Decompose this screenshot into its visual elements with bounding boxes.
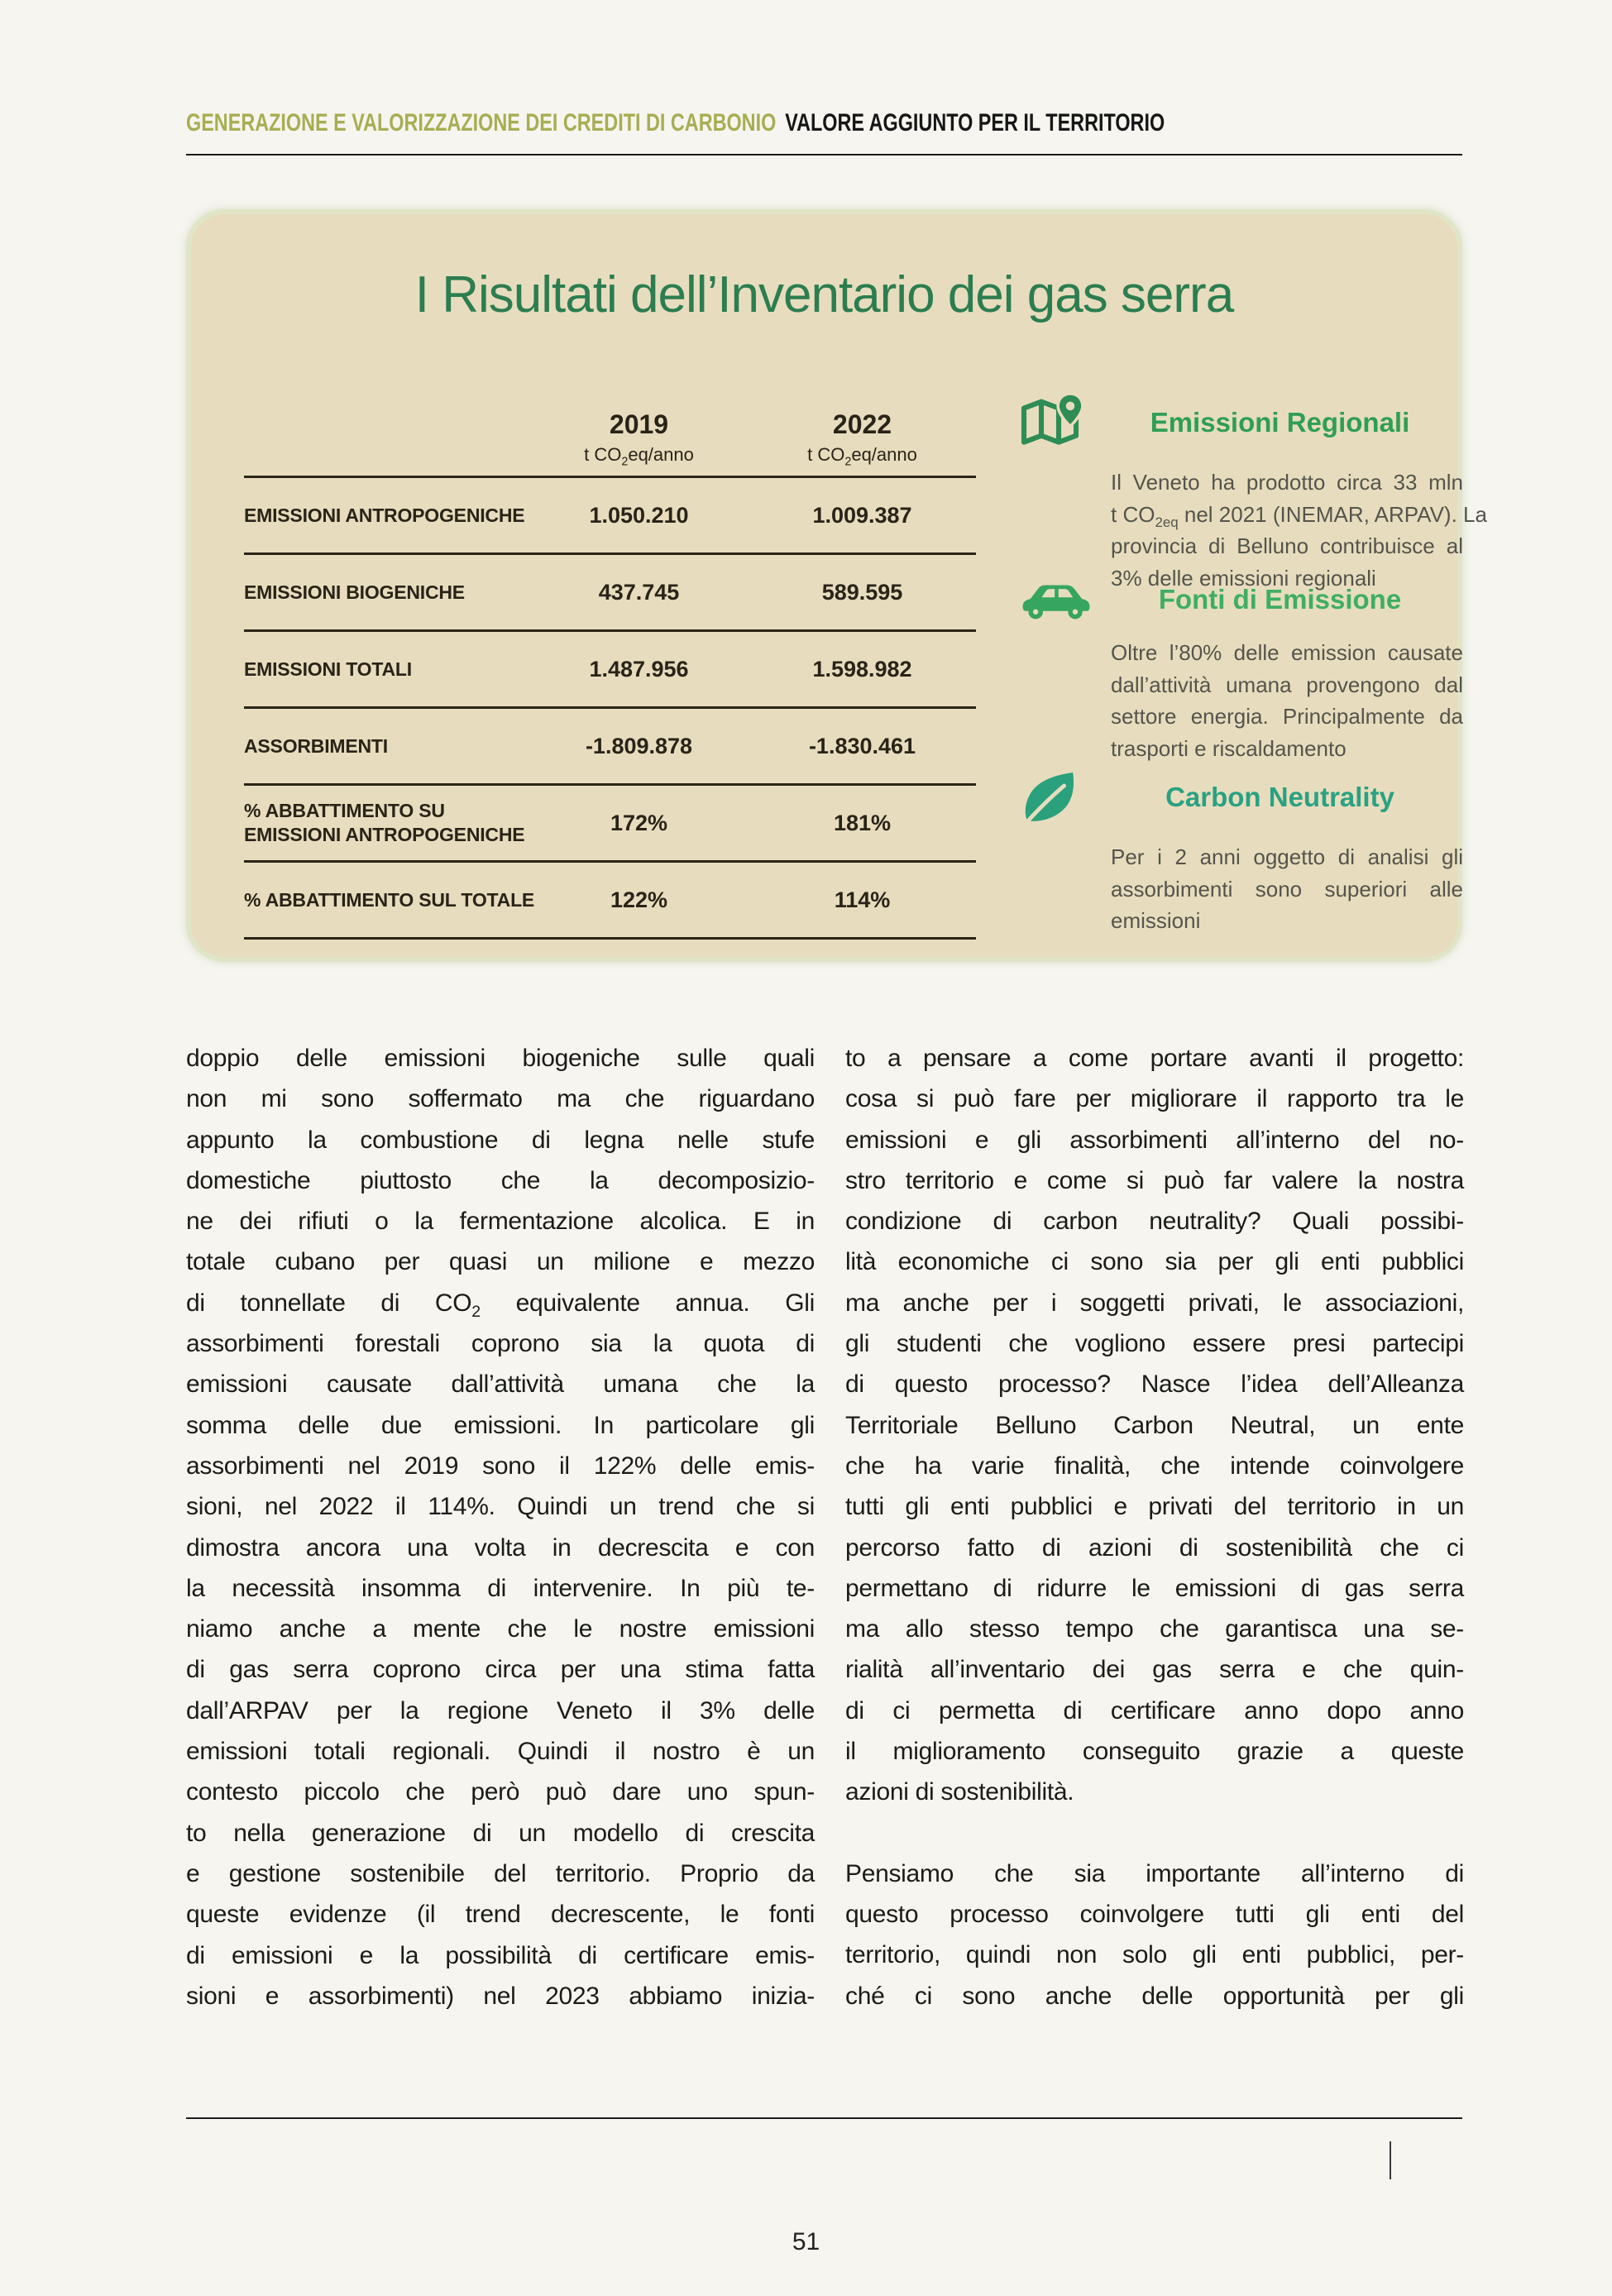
page-number: 51 xyxy=(792,2228,820,2255)
article-text-line: dimostra ancora una volta in decrescita e con xyxy=(186,1533,815,1562)
article-text-line: contesto piccolo che però può dare uno spun- xyxy=(186,1778,815,1806)
article-text-line: e gestione sostenibile del territorio. Proprio da xyxy=(186,1859,815,1887)
article-text-line: di ci permetta di certificare anno dopo anno xyxy=(845,1696,1464,1724)
panel-text xyxy=(1111,841,1463,937)
table-body xyxy=(244,478,976,940)
panel-text-line: emissioni xyxy=(1111,908,1201,933)
panel-title: Carbon Neutrality xyxy=(1165,782,1394,812)
article-text-line: stro territorio e come si può far valere la nostra xyxy=(845,1166,1464,1194)
article-text-line: questo processo coinvolgere tutti gli enti del xyxy=(845,1900,1464,1928)
article-text-line: che ha varie finalità, che intende coinvolgere xyxy=(845,1452,1464,1480)
footer-divider xyxy=(186,2117,1462,2119)
panel-text-line: Oltre l’80% delle emission causate xyxy=(1111,640,1463,665)
article-text-line: gli studenti che vogliono essere presi partecipi xyxy=(845,1330,1464,1358)
article-text-line: queste evidenze (il trend decrescente, le fonti xyxy=(186,1901,815,1929)
article-text-line: tutti gli enti pubblici e privati del territorio in un xyxy=(845,1493,1464,1521)
article-text-line: di gas serra coprono circa per una stima fatta xyxy=(186,1656,815,1684)
row-label: % ABBATTIMENTO SUL TOTALE xyxy=(244,888,535,911)
panel-text-line: 3% delle emissioni regionali xyxy=(1111,565,1376,591)
article-paragraph-2 xyxy=(845,1854,1464,2016)
article-text-line: assorbimenti forestali coprono sia la quota di xyxy=(186,1330,815,1358)
column-year-label: 2019 xyxy=(609,409,669,439)
table-column-2019 xyxy=(529,403,749,469)
panel-text-line: assorbimenti sono superiori alle xyxy=(1111,876,1463,902)
table-row xyxy=(244,709,976,786)
article-text-line: non mi sono soffermato ma che riguardano xyxy=(186,1085,815,1113)
value-2019: 1.050.210 xyxy=(589,502,689,528)
value-2019: 1.487.956 xyxy=(589,656,689,682)
running-head-kicker-black: VALORE AGGIUNTO PER IL TERRITORIO xyxy=(785,109,1165,136)
value-2019: -1.809.878 xyxy=(585,733,693,758)
panel-header xyxy=(1018,767,1463,828)
article-text-line: la necessità insomma di intervenire. In più te- xyxy=(186,1574,815,1602)
table-row xyxy=(244,632,976,709)
value-2019: 437.745 xyxy=(598,579,680,605)
row-label: EMISSIONI TOTALI xyxy=(244,658,412,680)
article-text-line: ma anche per i soggetti privati, le associazioni, xyxy=(845,1289,1464,1317)
article-text-line: rialità all’inventario dei gas serra e che quin- xyxy=(845,1656,1464,1684)
panel-text-line: Per i 2 anni oggetto di analisi gli xyxy=(1111,844,1463,869)
article-text-line: Pensiamo che sia importante all’interno di xyxy=(845,1859,1464,1887)
article-text-line: assorbimenti nel 2019 sono il 122% delle emis- xyxy=(186,1452,815,1480)
ghg-results-table xyxy=(244,403,976,940)
article-text-line: dall’ARPAV per la regione Veneto il 3% delle xyxy=(186,1696,815,1724)
row-label: EMISSIONI BIOGENICHE xyxy=(244,581,465,603)
article-text-line: somma delle due emissioni. In particolare gli xyxy=(186,1411,815,1439)
article-text-line: ne dei rifiuti o la fermentazione alcolica. E in xyxy=(186,1208,815,1236)
article-text-line: totale cubano per quasi un milione e mezzo xyxy=(186,1248,815,1276)
article-text-line: Territoriale Belluno Carbon Neutral, un ente xyxy=(845,1411,1464,1439)
article-text-line: cosa si può fare per migliorare il rapporto tra le xyxy=(845,1085,1464,1113)
running-head xyxy=(186,109,1165,137)
table-row xyxy=(244,478,976,555)
car-icon xyxy=(1018,576,1097,624)
article-text-line: condizione di carbon neutrality? Quali possibi- xyxy=(845,1208,1464,1236)
value-2022: 114% xyxy=(834,887,891,912)
running-head-kicker-green: GENERAZIONE E VALORIZZAZIONE DEI CREDITI DI CARBONIO xyxy=(186,109,777,136)
column-year-label: 2022 xyxy=(832,409,892,439)
column-unit-label: t $CO_2eq$/anno xyxy=(584,444,694,469)
article-text-line: domestiche piuttosto che la decomposizio- xyxy=(186,1166,815,1194)
article-text-line: niamo anche a mente che le nostre emissioni xyxy=(186,1615,815,1643)
header-divider xyxy=(186,154,1462,155)
panel-text-line: Il Veneto ha prodotto circa 33 mln xyxy=(1111,470,1463,495)
map-icon xyxy=(1018,392,1097,453)
row-label: EMISSIONI ANTROPOGENICHE xyxy=(244,504,525,526)
article-text-line: emissioni causate dall’attività umana che la xyxy=(186,1370,815,1399)
article-text-line: sioni, nel 2022 il 114%. Quindi un trend che si xyxy=(186,1493,815,1521)
infographic-title: I Risultati dell’Inventario dei gas serra xyxy=(414,266,1234,323)
article-text-line: di emissioni e la possibilità di certificare emis- xyxy=(186,1941,815,1969)
panel-fonti-di-emissione xyxy=(1018,576,1463,764)
value-2022: -1.830.461 xyxy=(808,733,916,758)
article-text-line: appunto la combustione di legna nelle stufe xyxy=(186,1126,815,1154)
article-text-line: to nella generazione di un modello di crescita xyxy=(186,1819,815,1847)
infographic-card xyxy=(186,209,1487,962)
table-column-2022 xyxy=(749,403,976,469)
table-row xyxy=(244,786,976,863)
panel-text-line: t $CO_{2eq}$ nel 2021 (INEMAR, ARPAV). La xyxy=(1111,501,1487,530)
panel-text xyxy=(1111,466,1487,594)
footer-tick-mark xyxy=(1390,2141,1391,2179)
article-text-line: permettano di ridurre le emissioni di gas serra xyxy=(845,1574,1464,1602)
value-2019: 172% xyxy=(610,810,668,835)
article-column-left xyxy=(186,1038,815,2016)
panel-text-line: dall’attività umana provengono dal xyxy=(1111,672,1463,697)
article-text-line: azioni di sostenibilità. xyxy=(845,1778,1074,1806)
table-header-row xyxy=(244,403,976,478)
article-text-line: ma allo stesso tempo che garantisca una se- xyxy=(845,1615,1464,1643)
panel-header xyxy=(1018,392,1463,453)
article-text-line: doppio delle emissioni biogeniche sulle quali xyxy=(186,1045,815,1072)
row-label: % ABBATTIMENTO SU EMISSIONI ANTROPOGENICHE xyxy=(244,800,525,845)
value-2022: 181% xyxy=(833,810,892,835)
article-text-line: di questo processo? Nasce l’idea dell’Alleanza xyxy=(845,1370,1464,1399)
article-column-right xyxy=(845,1038,1464,2016)
article-text-line: il miglioramento conseguito grazie a queste xyxy=(845,1738,1464,1766)
column-unit-label: t $CO_2eq$/anno xyxy=(807,444,917,469)
article-text-line: lità economiche ci sono sia per gli enti pubblici xyxy=(845,1248,1464,1276)
article-text-line: sioni e assorbimenti) nel 2023 abbiamo inizia- xyxy=(186,1982,815,2010)
article-text-line: percorso fatto di azioni di sostenibilità che ci xyxy=(845,1533,1464,1562)
panel-text-line: settore energia. Principalmente da xyxy=(1111,704,1463,729)
table-row xyxy=(244,863,976,940)
article-text-line: to a pensare a come portare avanti il progetto: xyxy=(845,1045,1464,1072)
panel-carbon-neutrality xyxy=(1018,767,1463,937)
row-label: ASSORBIMENTI xyxy=(244,734,388,757)
article-text-line: emissioni totali regionali. Quindi il nostro è un xyxy=(186,1738,815,1766)
article-text-line: territorio, quindi non solo gli enti pubblici, per- xyxy=(845,1941,1464,1969)
value-2019: 122% xyxy=(610,887,668,912)
panel-text-line: trasporti e riscaldamento xyxy=(1111,735,1347,761)
panel-header xyxy=(1018,576,1463,624)
article-text-line: di tonnellate di $CO_2$ equivalente annua. Gli xyxy=(186,1289,815,1321)
value-2022: 1.598.982 xyxy=(812,656,912,682)
panel-title: Emissioni Regionali xyxy=(1150,407,1410,438)
table-row xyxy=(244,555,976,632)
panel-text xyxy=(1111,637,1463,764)
value-2022: 589.595 xyxy=(821,579,903,605)
article-text-line: emissioni e gli assorbimenti all’interno del no- xyxy=(845,1126,1464,1154)
panel-text-line: provincia di Belluno contribuisce al xyxy=(1111,533,1463,558)
value-2022: 1.009.387 xyxy=(812,502,912,528)
leaf-icon xyxy=(1018,767,1097,828)
panel-emissioni-regionali xyxy=(1018,392,1487,594)
panel-title: Fonti di Emissione xyxy=(1158,584,1402,615)
article-text-line: ché ci sono anche delle opportunità per gli xyxy=(845,1982,1464,2010)
